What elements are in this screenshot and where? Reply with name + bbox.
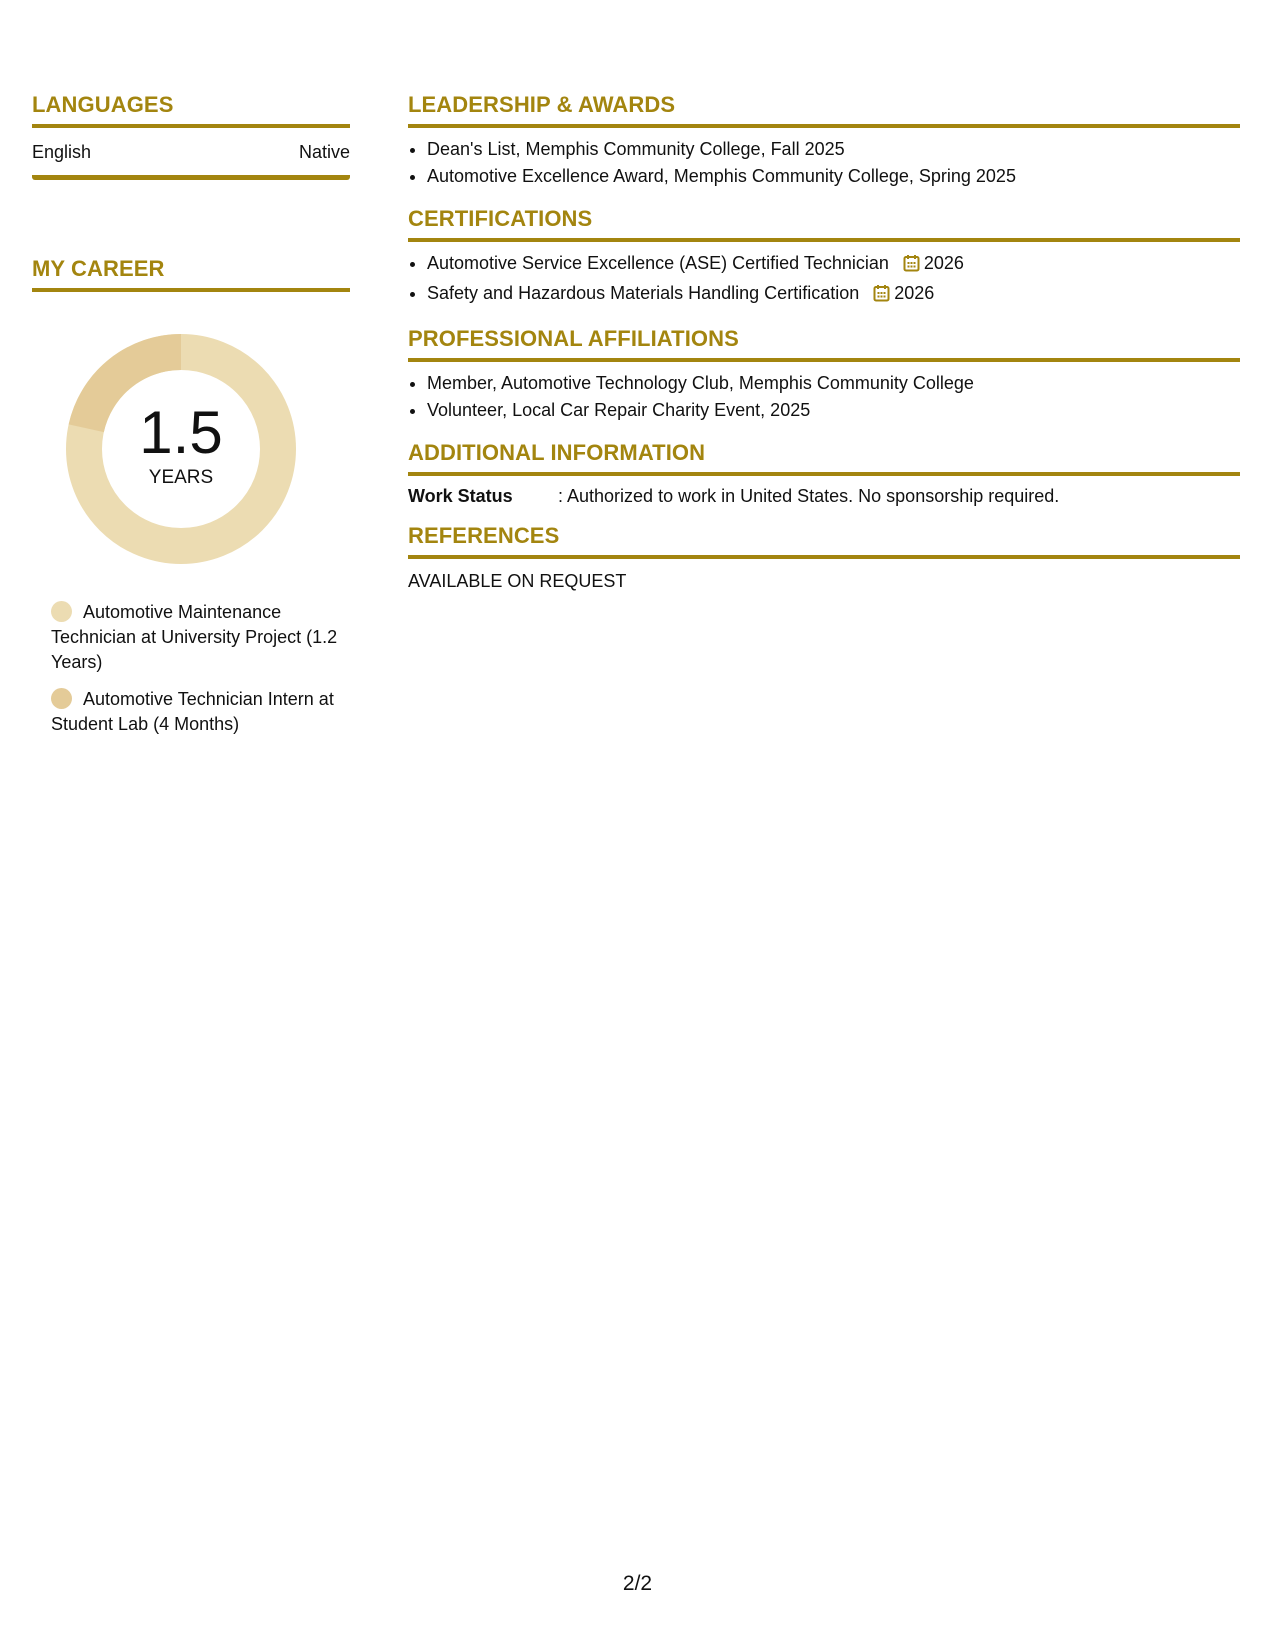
list-item: • Automotive Excellence Award, Memphis Community College, Spring 2025 [427,163,1240,190]
certification-year: 2026 [894,283,935,303]
references-section [408,523,1240,592]
language-name: English [32,142,92,162]
list-item: • Dean's List, Memphis Community College, Fall 2025 [427,136,1240,163]
certifications-section [408,206,1240,310]
affiliations-heading: PROFESSIONAL AFFILIATIONS [408,326,1240,362]
legend-label: Automotive Technician Intern at Student Lab (4 Months) [51,689,334,734]
career-heading: MY CAREER [32,256,350,292]
calendar-icon [873,283,890,310]
list-item [427,280,1240,310]
work-status-row [408,486,1240,507]
languages-section [32,92,350,180]
donut-center [66,334,296,564]
career-legend [51,600,341,737]
additional-info-heading: ADDITIONAL INFORMATION [408,440,1240,476]
right-column [408,92,1240,608]
affiliations-section [408,326,1240,424]
leadership-list [408,136,1240,190]
career-section [32,256,350,737]
language-level: Native [298,142,350,162]
certification-year: 2026 [923,253,964,273]
references-text: AVAILABLE ON REQUEST [408,571,627,591]
list-item: • Member, Automotive Technology Club, Memphis Community College [427,370,1240,397]
leadership-section [408,92,1240,190]
certifications-heading: CERTIFICATIONS [408,206,1240,242]
career-donut-chart [66,334,296,564]
references-heading: REFERENCES [408,523,1240,559]
legend-item [51,687,341,737]
additional-info-section [408,440,1240,507]
work-status-label: Work Status [408,486,513,506]
career-total-unit: YEARS [148,467,214,488]
list-item [427,250,1240,280]
certification-name: Automotive Service Excellence (ASE) Certified Technician [427,253,889,273]
left-column [32,92,350,749]
certifications-list [408,250,1240,310]
legend-item [51,600,341,675]
certification-name: Safety and Hazardous Materials Handling Certification [427,283,860,303]
legend-label: Automotive Maintenance Technician at University Project (1.2 Years) [51,602,338,672]
languages-heading: LANGUAGES [32,92,350,128]
legend-dot-primary [51,601,72,622]
leadership-heading: LEADERSHIP & AWARDS [408,92,1240,128]
list-item: • Volunteer, Local Car Repair Charity Event, 2025 [427,397,1240,424]
calendar-icon [903,253,920,280]
page-number: 2/2 [622,1572,653,1595]
career-total-value: 1.5 [139,399,223,466]
work-status-value: : Authorized to work in United States. No sponsorship required. [558,486,1060,506]
language-row [32,128,350,180]
affiliations-list [408,370,1240,424]
legend-dot-secondary [51,688,72,709]
